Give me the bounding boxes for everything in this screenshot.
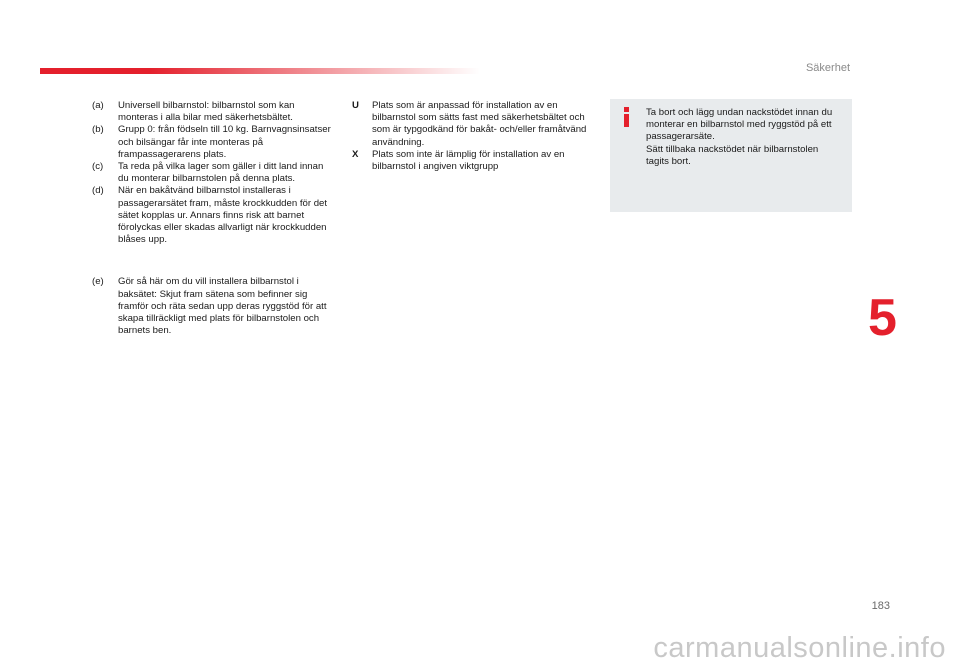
list-item (92, 100, 332, 124)
info-line: Ta bort och lägg undan nackstödet innan du monterar en bilbarnstol med ryggstöd på ett passagerarsäte. (646, 107, 833, 143)
item-label: (d) (92, 185, 104, 197)
item-label: (e) (92, 276, 104, 288)
left-column (92, 100, 332, 337)
item-text: Universell bilbarnstol: bilbarnstol som kan monteras i alla bilar med säkerhetsbältet. (118, 100, 295, 124)
legend-item (352, 149, 597, 173)
info-text (646, 107, 842, 168)
legend-code: X (352, 148, 359, 160)
list-item (92, 276, 332, 337)
item-label: (c) (92, 161, 104, 173)
item-label: (a) (92, 100, 104, 111)
item-text: Ta reda på vilka lager som gäller i ditt land innan du monterar bilbarnstolen på denna plats. (118, 161, 324, 185)
legend-item (352, 100, 597, 149)
info-icon (620, 107, 632, 127)
watermark: carmanualsonline.info (653, 632, 946, 664)
legend-text: Plats som inte är lämplig för installation av en bilbarnstol i angiven viktgrupp (372, 148, 565, 173)
list-item (92, 161, 332, 185)
page-number: 183 (871, 600, 890, 612)
spacer (92, 246, 332, 276)
item-text: När en bakåtvänd bilbarnstol installeras i passagerarsätet fram, måste krockkudden för det sätet kopplas ur. Annars finns risk att barnet förolyckas eller skadas allvarligt när krockkudden blåses upp. (118, 185, 328, 246)
legend-code: U (352, 100, 359, 111)
list-item (92, 124, 332, 161)
info-box (610, 99, 852, 212)
item-label: (b) (92, 124, 104, 136)
chapter-number: 5 (868, 289, 897, 347)
list-item (92, 185, 332, 246)
header-accent-bar (40, 68, 480, 74)
middle-column (352, 100, 597, 173)
section-title: Säkerhet (805, 62, 850, 74)
item-text: Grupp 0: från födseln till 10 kg. Barnvagnsinsatser och bilsängar får inte monteras på frampassagerarens plats. (118, 124, 331, 160)
item-text: Gör så här om du vill installera bilbarnstol i baksätet: Skjut fram sätena som befinner sig framför och räta sedan upp deras ryggstöd för att skapa tillräckligt med plats för bilbarnstolen och barnets ben. (118, 276, 327, 337)
info-line: Sätt tillbaka nackstödet när bilbarnstolen tagits bort. (646, 143, 819, 167)
legend-text: Plats som är anpassad för installation av en bilbarnstol som sätts fast med säkerhetsbältet och som är typgodkänd för bakåt- och/eller framåtvänd användning. (372, 100, 587, 148)
